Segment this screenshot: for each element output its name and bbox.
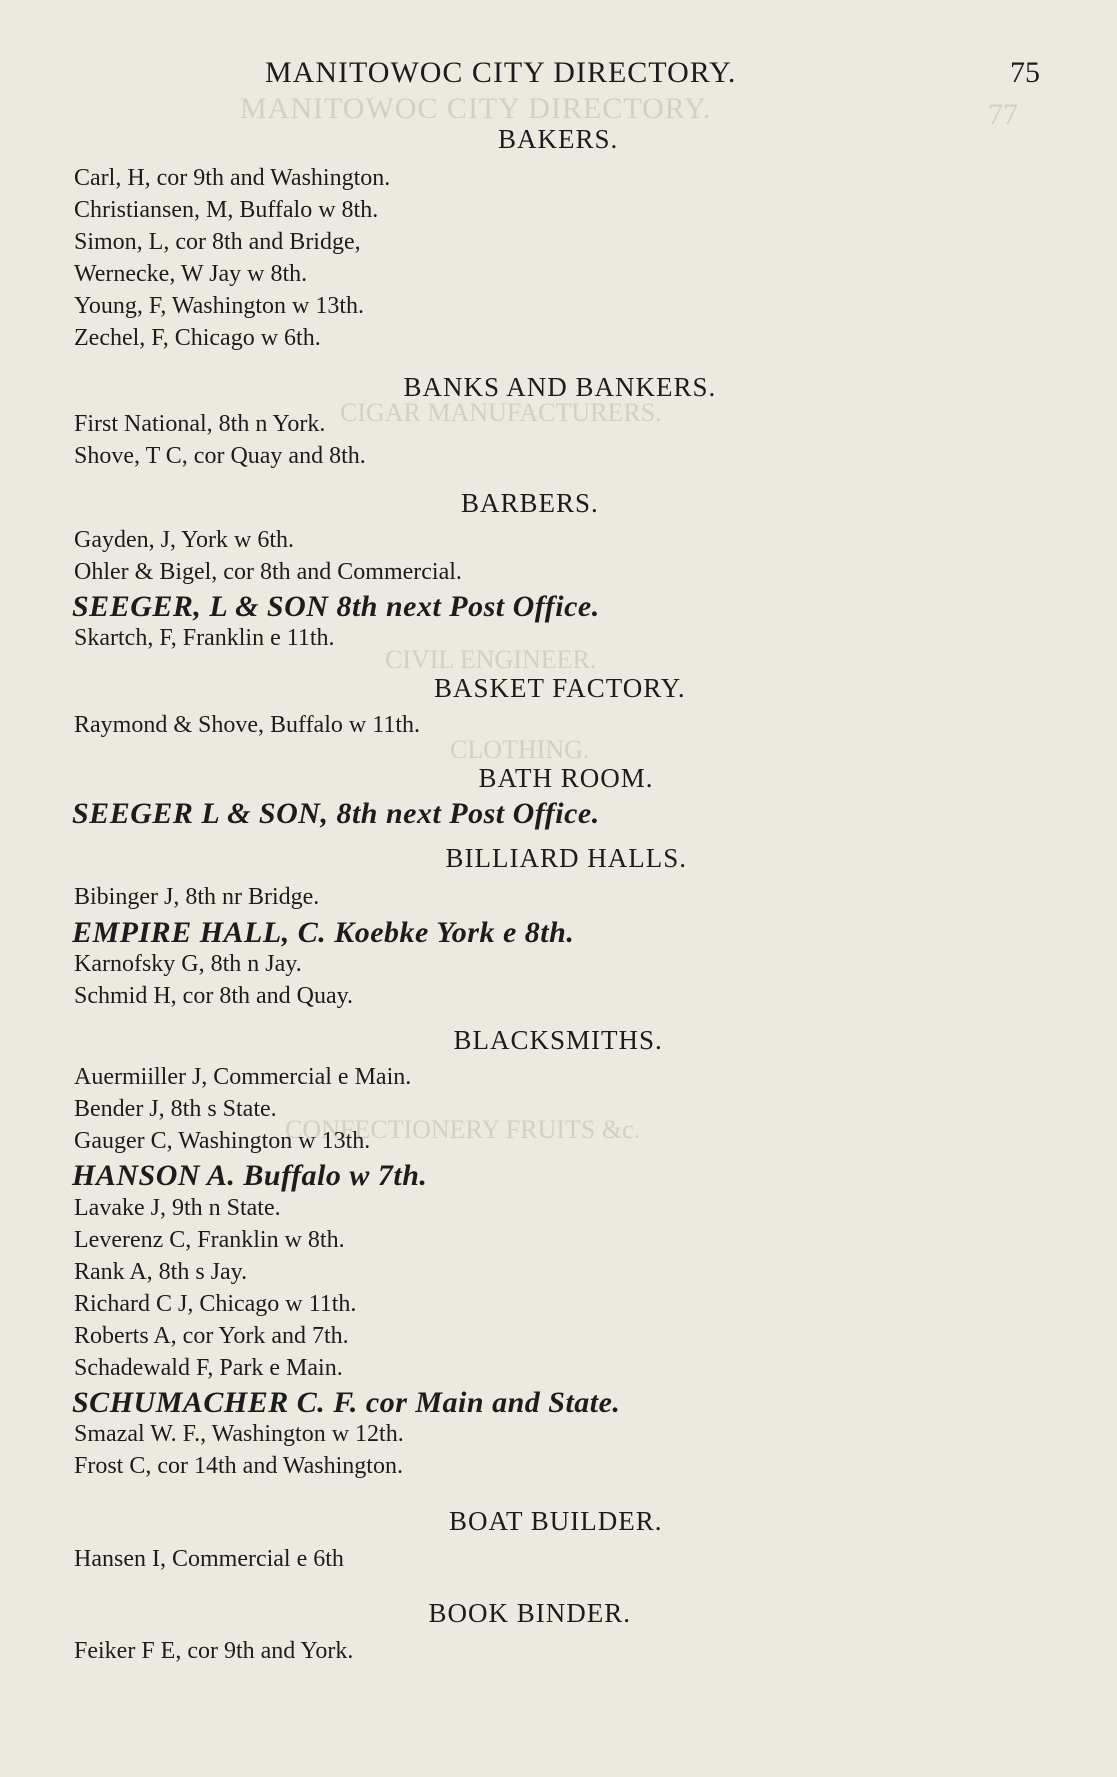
listing-entry: Bender J, 8th s State. (74, 1096, 277, 1122)
listing-entry: Raymond & Shove, Buffalo w 11th. (74, 712, 420, 738)
listing-entry: Hansen I, Commercial e 6th (74, 1546, 344, 1572)
listing-entry: Zechel, F, Chicago w 6th. (74, 325, 321, 351)
featured-listing-entry: HANSON A. Buffalo w 7th. (72, 1159, 428, 1192)
section-heading: BATH ROOM. (478, 763, 654, 793)
listing-entry: Gayden, J, York w 6th. (74, 527, 295, 553)
listing-entry: Schadewald F, Park e Main. (74, 1355, 343, 1381)
listing-entry: Carl, H, cor 9th and Washington. (74, 165, 391, 191)
section-heading: BANKS AND BANKERS. (403, 372, 717, 402)
listing-entry: Skartch, F, Franklin e 11th. (74, 625, 335, 651)
featured-listing-entry: EMPIRE HALL, C. Koebke York e 8th. (72, 916, 575, 949)
listing-entry: Shove, T C, cor Quay and 8th. (74, 443, 366, 469)
listing-entry: Young, F, Washington w 13th. (74, 293, 364, 319)
listing-entry: Richard C J, Chicago w 11th. (74, 1291, 357, 1317)
bleed-title: MANITOWOC CITY DIRECTORY. (240, 92, 712, 125)
listing-entry: Wernecke, W Jay w 8th. (74, 261, 308, 287)
listing-entry: Christiansen, M, Buffalo w 8th. (74, 197, 379, 223)
listing-entry: Simon, L, cor 8th and Bridge, (74, 229, 361, 255)
page-number: 75 (1010, 56, 1040, 89)
bleed-heading: CIVIL ENGINEER. (385, 645, 597, 674)
listing-entry: Ohler & Bigel, cor 8th and Commercial. (74, 559, 462, 585)
bleed-heading: CIGAR MANUFACTURERS. (340, 398, 662, 427)
listing-entry: Leverenz C, Franklin w 8th. (74, 1227, 345, 1253)
listing-entry: Bibinger J, 8th nr Bridge. (74, 884, 320, 910)
listing-entry: Smazal W. F., Washington w 12th. (74, 1421, 404, 1447)
listing-entry: First National, 8th n York. (74, 411, 326, 437)
featured-listing-entry: SEEGER, L & SON 8th next Post Office. (72, 590, 600, 623)
section-heading: BOAT BUILDER. (449, 1506, 663, 1536)
listing-entry: Lavake J, 9th n State. (74, 1195, 281, 1221)
section-heading: BARBERS. (461, 488, 599, 518)
listing-entry: Gauger C, Washington w 13th. (74, 1128, 371, 1154)
bleed-page-number: 77 (988, 98, 1018, 131)
page-title: MANITOWOC CITY DIRECTORY. (265, 56, 737, 89)
listing-entry: Rank A, 8th s Jay. (74, 1259, 248, 1285)
section-heading: BASKET FACTORY. (434, 673, 686, 703)
bleed-heading: CONFECTIONERY FRUITS &c. (285, 1115, 641, 1144)
section-heading: BAKERS. (498, 124, 619, 154)
listing-entry: Schmid H, cor 8th and Quay. (74, 983, 354, 1009)
featured-listing-entry: SEEGER L & SON, 8th next Post Office. (72, 797, 600, 830)
featured-listing-entry: SCHUMACHER C. F. cor Main and State. (72, 1386, 621, 1419)
bleed-heading: CLOTHING. (450, 735, 590, 764)
listing-entry: Roberts A, cor York and 7th. (74, 1323, 349, 1349)
listing-entry: Frost C, cor 14th and Washington. (74, 1453, 403, 1479)
listing-entry: Auermiiller J, Commercial e Main. (74, 1064, 412, 1090)
listing-entry: Karnofsky G, 8th n Jay. (74, 951, 302, 977)
section-heading: BLACKSMITHS. (453, 1025, 663, 1055)
listing-entry: Feiker F E, cor 9th and York. (74, 1638, 354, 1664)
section-heading: BOOK BINDER. (428, 1598, 632, 1628)
section-heading: BILLIARD HALLS. (445, 843, 687, 873)
